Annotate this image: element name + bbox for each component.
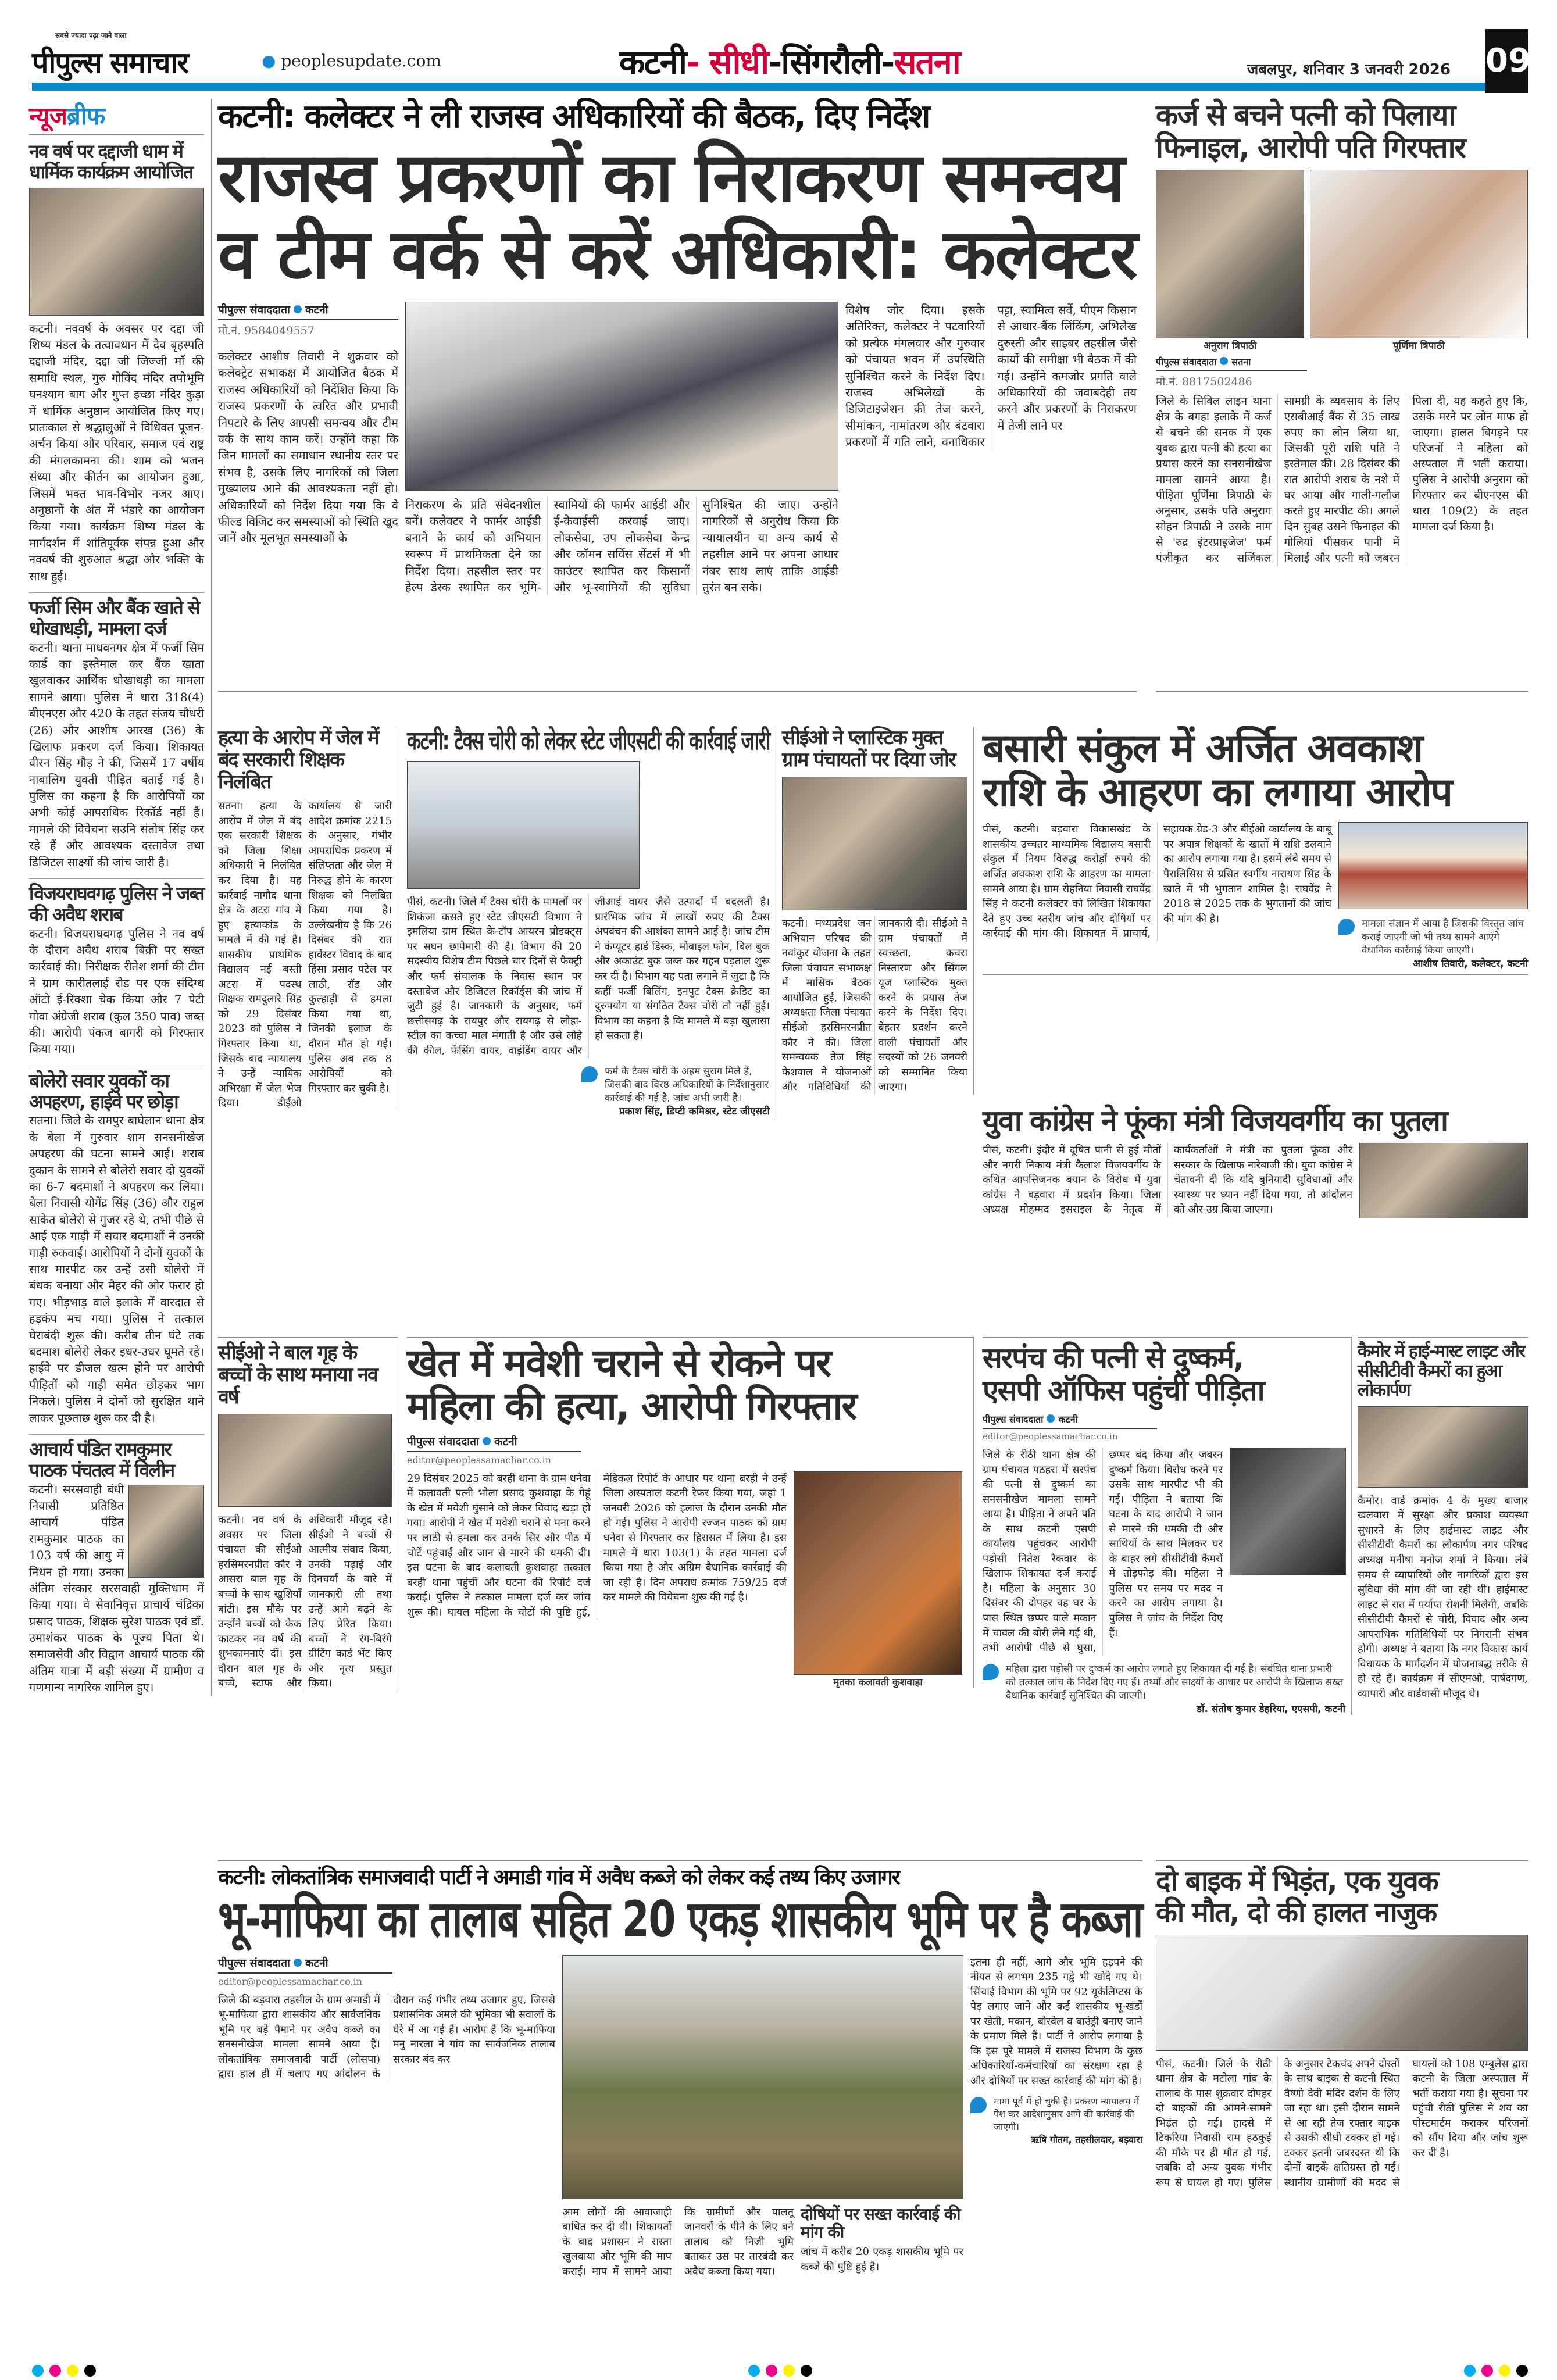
website-link[interactable]: [262, 51, 441, 70]
sarpanch-text: जिले के रीठी थाना क्षेत्र की ग्राम पंचायत पठहरा में सरपंच की पत्नी से दुष्कर्म का सनसनीखेज मामला सामने आया है। पीड़िता ने अपने पति के साथ कटनी एसपी कार्यालय पहुंचकर आरोपी पड़ोसी नितेश रैकवार के खिलाफ शिकायत दर्ज कराई है। महिला के अनुसार 30 दिसंबर की दोपहर वह घर के पास स्थित छप्पर वाले मकान में चावल की बोरी लेने गई थी, तभी आरोपी पीछे से घुसा, छप्पर बंद किया और जबरन दुष्कर्म किया। विरोध करने पर उसके साथ मारपीट भी की गई। पीड़िता ने बताया कि घटना के बाद आरोपी ने जान से मारने की धमकी दी और साथियों के साथ मिलकर घर के बाहर लगे सीसीटीवी कैमरों में तोड़फोड़ की। महिला ने पुलिस पर समय पर मदद न करने का आरोप लगाया है। पुलिस ने जांच के निर्देश दिए हैं।: [983, 1449, 1223, 1654]
sarpanch-quote: [983, 1661, 1345, 1715]
lead-text-mid: निराकरण के प्रति संवेदनशील बनें। कलेक्टर ने फार्मर आईडी बनाने के कार्य को अभियान स्वरूप में प्राथमिकता देने का निर्देश दिया। तहसील स्तर पर हेल्प डेस्क स्थापित कर भूमि-स्वामियों की फार्मर आईडी और ई-केवाईसी करवाई जाए। लोकसेवा, उप लोकसेवा केन्द्र और कॉमन सर्विस सेंटर्स में भी काउंटर स्थापित कर किसानों और भू-स्वामियों की सुविधा सुनिश्चित की जाए। उन्होंने नागरिकों से अनुरोध किया कि न्यायालयीन या अन्य कार्य से तहसील आने पर अपना आधार नंबर साथ लाएं ताकि आईडी तुरंत बन सके।: [405, 498, 838, 594]
land-middle: [562, 1955, 963, 2279]
byline-reporter: पीपुल्स संवाददाता: [218, 1956, 290, 1970]
lead-text-col1: कलेक्टर आशीष तिवारी ने शुक्रवार को कलेक्ट्रेट सभाकक्ष में आयोजित बैठक में राजस्व अधिकारियों को निर्देशित किया कि राजस्व प्रकरणों के त्वरित और प्रभावी निपटारे के लिए आपसी समन्वय और टीम वर्क के साथ काम करें। उन्होंने कहा कि जिन मामलों का समाधान स्थानीय स्तर पर संभव है, उसके लिए नागरिकों को जिला मुख्यालय आने की आवश्यकता नहीं हो। अधिकारियों को निर्देश दिया गया कि वे फील्ड विजिट कर समस्याओं को स्थिति खुद जानें और मूलभूत समस्याओं के: [218, 349, 398, 545]
masthead: [32, 29, 1531, 93]
sarpanch-headline-line2: एसपी ऑफिस पहुंची पीड़िता: [983, 1374, 1264, 1407]
byline-reporter: पीपुल्स संवाददाता: [407, 1435, 479, 1448]
phenyl-headline-line2: फिनाइल, आरोपी पति गिरफ्तार: [1156, 131, 1465, 165]
lead-columns: [218, 302, 1137, 595]
color-registration-marks: [32, 2365, 1528, 2378]
quote-text: मामला संज्ञान में आया है जिसकी विस्तृत जांच कराई जाएगी जो भी तथ्य सामने आएंगे वैधानिक कार्रवाई किया जाएगी।: [1338, 916, 1528, 956]
accused-photo: [1156, 170, 1304, 338]
quote-attribution: प्रकाश सिंह, डिप्टी कमिश्नर, स्टेट जीएसटी: [619, 1106, 770, 1118]
land-sub-block: [801, 2205, 963, 2275]
land-byline-block: [218, 1955, 392, 1987]
section-title: [619, 38, 1235, 84]
teacher-text: सतना। हत्या के आरोप में जेल में बंद एक सरकारी शिक्षक को जिला शिक्षा अधिकारी ने निलंबित कर दिया है। यह कार्रवाई नागौद थाना क्षेत्र के अटरा गांव में हुए हत्याकांड के मामले में की गई है। शासकीय प्राथमिक विद्यालय नई बस्ती अटरा में पदस्थ शिक्षक रामदुलारे सिंह को 29 दिसंबर 2023 को पुलिस ने गिरफ्तार किया था, जिसके बाद न्यायालय ने उन्हें न्यायिक अभिरक्षा में जेल भेज दिया। डीईओ कार्यालय से जारी आदेश क्रमांक 2215 के अनुसार, गंभीर आपराधिक प्रकरण में संलिप्तता और जेल में निरुद्ध होने के कारण शिक्षक को निलंबित किया गया है। उल्लेखनीय है कि 26 दिसंबर की रात हार्वेस्टर विवाद के बाद हिंसा प्रसाद पटेल पर लाठी, रॉड और कुल्हाड़ी से हमला किया गया था, जिनकी इलाज के दौरान मौत हो गई। पुलिस अब तक 8 आरोपियों को गिरफ्तार कर चुकी है।: [218, 800, 392, 1110]
brief-label-news: न्यूज: [29, 102, 67, 130]
congress-headline: युवा कांग्रेस ने फूंका मंत्री विजयवर्गीय का पुतला: [983, 1104, 1447, 1138]
accused-photo-block: [1156, 170, 1304, 352]
inauguration-photo: [1358, 1406, 1528, 1488]
brief-headline: विजयराघवगढ़ पुलिस ने जब्त की अवैध शराब: [29, 882, 204, 925]
quote-attribution: ऋषि गौतम, तहसीलदार, बड़वारा: [1031, 2134, 1142, 2145]
section-katni: कटनी: [619, 42, 686, 82]
phenyl-byline-block: [1156, 355, 1307, 389]
bike-headline-line1: दो बाइक में भिड़ंत, एक युवक: [1156, 1865, 1438, 1897]
land-middle-columns: [562, 2205, 963, 2279]
ceo-plastic-article: [782, 727, 974, 1095]
highmast-article: [1358, 1337, 1528, 1701]
brief-text: कटनी। नववर्ष के अवसर पर दद्दा जी शिष्य मंडल के तत्वावधान में देव बृहस्पति दद्दाजी मंदिर, दद्दा जी जिज्जी माँ की समाधि स्थल, गुरु गोविंद मंदिर तपोभूमि घनश्याम बाग और गुप्त इच्छा मंदिर कुड़ा में धार्मिक अनुष्ठान आयोजित किए गए। प्रातःकाल से श्रद्धालुओं ने विधिवत पूजन-अर्चन किया और परिवार, समाज एवं राष्ट्र की मंगलकामना की। शाम को भजन संध्या और कीर्तन का आयोजन हुआ, जिसमें भक्त भाव-विभोर नजर आए। अनुष्ठानों के अंत में भंडारे का आयोजन किया गया। कार्यक्रम शिष्य मंडल के मार्गदर्शन में शांतिपूर्वक संपन्न हुआ और नववर्ष की शुरुआत श्रद्धा और भक्ति के साथ हुई।: [29, 321, 204, 583]
lead-article: [218, 99, 1137, 692]
school-photo: [1338, 822, 1528, 909]
dot-icon: [294, 1959, 302, 1967]
byline-city: सतना: [1231, 356, 1251, 367]
congress-article: [983, 1105, 1528, 1218]
dot-icon: [1220, 357, 1228, 365]
brief-item: [29, 878, 204, 1057]
quote-text: महिला द्वारा पड़ोसी पर दुष्कर्म का आरोप लगाते हुए शिकायत दी गई है। संबंधित थाना प्रभारी को तत्काल जांच के निर्देश दिए गए हैं। तथ्यों और साक्ष्यों के आधार पर आरोपी के खिलाफ सख्त वैधानिक कार्रवाई सुनिश्चित की जाएगी।: [983, 1661, 1345, 1702]
teacher-article: [218, 727, 398, 1111]
land-text-left: जिले की बड़वारा तहसील के ग्राम अमाडी में भू-माफिया द्वारा शासकीय और सार्वजनिक भूमि पर बड़े पैमाने पर अवैध कब्जे का सनसनीखेज मामला सामने आया है। लोकतांत्रिक समाजवादी पार्टी (लोसपा) द्वारा हाल ही में चलाए गए आंदोलन के दौरान कई गंभीर तथ्य उजागर हुए, जिससे प्रशासनिक अमले की भूमिका भी सवालों के घेरे में आ गई है। आरोप है कि भू-माफिया मनु नारला ने गांव का सार्वजनिक तालाब सरकार बंद कर: [218, 1993, 555, 2081]
meeting-photo: [782, 777, 967, 910]
lead-headline-line1: राजस्व प्रकरणों का निराकरण समन्वय: [218, 137, 1124, 217]
lead-kicker: कटनी: कलेक्टर ने ली राजस्व अधिकारियों की बैठक, दिए निर्देश: [218, 98, 930, 135]
balgrih-article: [218, 1337, 398, 1691]
teacher-headline: हत्या के आरोप में जेल में बंद सरकारी शिक्षक निलंबित: [218, 726, 378, 794]
brief-item: [29, 592, 204, 870]
sarpanch-byline-block: [983, 1413, 1157, 1442]
brief-headline: बोलेरो सवार युवकों का अपहरण, हाईवे पर छोड़ा: [29, 1069, 178, 1113]
brief-headline: आचार्य पंडित रामकुमार पाठक पंचतत्व में विलीन: [29, 1438, 174, 1481]
lead-byline-block: [218, 302, 398, 546]
land-text-right: इतना ही नहीं, आगे और भूमि हड़पने की नीयत से लगभग 235 गड्ढे भी खोदे गए थे। सिंचाई विभाग की भूमि पर 92 यूकेलिप्टस के पेड़ लगाए जाने और कई शासकीय भू-खंडों पर खेती, मकान, बोरवेल व बाउंड्री बनाए जाने के प्रमाण मिले हैं। पार्टी ने आरोप लगाया है कि इस पूरे मामले में राजस्व विभाग के कुछ अधिकारियों-कर्मचारियों का संरक्षण रहा है और दोषियों पर सख्त कार्रवाई की मांग की है।: [970, 1956, 1142, 2087]
victim-photo: [794, 1471, 962, 1675]
victim-photo: [1310, 170, 1528, 338]
congress-text: पीसं, कटनी। इंदौर में दूषित पानी से हुई मौतों और नगरी निकाय मंत्री कैलाश विजयवर्गीय के कथित आपत्तिजनक बयान के विरोध में युवा कांग्रेस ने बड़वारा में प्रदर्शन किया। जिला अध्यक्ष मोहम्मद इसराइल के नेतृत्व में कार्यकर्ताओं ने मंत्री का पुतला फूंका और सरकार के खिलाफ नारेबाजी की। युवा कांग्रेस ने चेतावनी दी कि यदि बुनियादी सुविधाओं और स्वास्थ्य पर ध्यान नहीं दिया गया, तो आंदोलन को और उग्र किया जाएगा।: [983, 1144, 1352, 1216]
gst-article: [407, 727, 776, 1117]
land-quote: [970, 2095, 1142, 2146]
gst-photo: [407, 761, 640, 889]
basari-headline-line1: बसारी संकुल में अर्जित अवकाश: [983, 726, 1423, 771]
land-subheading: दोषियों पर सख्त कार्रवाई की मांग की: [801, 2204, 960, 2242]
logo[interactable]: पीपुल्स समाचार: [32, 46, 188, 80]
murder-byline-block: [407, 1434, 581, 1466]
brief-label-brief: ब्रीफ: [66, 102, 105, 130]
victim-photo-block: [1310, 170, 1528, 352]
byline: [218, 1955, 392, 1974]
murder-columns: [407, 1471, 967, 1688]
land-sub-text: जांच में करीब 20 एकड़ शासकीय भूमि पर कब्जे की पुष्टि हुई है।: [801, 2246, 963, 2273]
congress-columns: [983, 1143, 1528, 1218]
registration-dots-right: [1464, 2365, 1528, 2378]
basari-columns: [983, 822, 1528, 970]
byline-reporter: पीपुल्स संवाददाता: [1156, 356, 1217, 367]
balgrih-headline: सीईओ ने बाल गृह के बच्चों के साथ मनाया नव वर्ष: [218, 1341, 377, 1409]
lead-text-right: विशेष जोर दिया। इसके अतिरिक्त, कलेक्टर ने पटवारियों को प्रत्येक मंगलवार और गुरुवार को पंचायत भवन में उपस्थिति सुनिश्चित करने के निर्देश दिए। राजस्व अभिलेखों के डिजिटाइजेशन की तेज करने, सीमांकन, नामांतरण और बंटवारा प्रकरणों में गति लाने, वनाधिकार पट्टा, स्वामित्व सर्वे, पीएम किसान से आधार-बैंक लिंकिंग, अभिलेख दुरुस्ती और साइबर तहसील जैसे कार्यों की समीक्षा भी बैठक में की गई। उन्होंने कमजोर प्रगति वाले अधिकारियों की जवाबदेही तय करने और प्रकरणों के निराकरण में तेजी लाने पर: [845, 303, 1137, 449]
phenyl-text: जिले के सिविल लाइन थाना क्षेत्र के बगहा इलाके में कर्ज से बचने की सनक में एक युवक द्वारा पत्नी की हत्या का प्रयास करने का सनसनीखेज मामला सामने आया है। पीड़िता पूर्णिमा त्रिपाठी के अनुसार, उसके पति अनुराग सोहन त्रिपाठी ने उसके नाम से 'रुद्र इंटरप्राइजेज' फर्म पंजीकृत कर सर्जिकल सामग्री के व्यवसाय के लिए एसबीआई बैंक से 35 लाख रुपए का लोन लिया था, जिसकी पूरी राशि पति ने इस्तेमाल की। 28 दिसंबर की रात आरोपी शराब के नशे में घर आया और गाली-गलौज करते हुए मारपीट की। अगले दिन सुबह उसने फिनाइल की गोलियां पीसकर पानी में मिलाईं और पत्नी को जबरन पिला दी, यह कहते हुए कि, उसके मरने पर लोन माफ हो जाएगा। हालत बिगड़ने पर परिजनों ने महिला को अस्पताल में भर्ती कराया। पुलिस ने आरोपी अनुराग को गिरफ्तार कर बीएनएस की धारा 109(2) के तहत मामला दर्ज किया है।: [1156, 395, 1528, 564]
lead-headline-line2: व टीम वर्क से करें अधिकारी: कलेक्टर: [218, 213, 1137, 294]
reporter-mobile: मो.नं. 8817502486: [1156, 376, 1252, 388]
victim-caption: पूर्णिमा त्रिपाठी: [1393, 340, 1445, 352]
section-sidhi: - सीधी: [686, 42, 769, 82]
lead-middle: [405, 302, 838, 595]
ambulance-photo: [1156, 1935, 1528, 2051]
gst-headline: कटनी: टैक्स चोरी को लेकर स्टेट जीएसटी की कार्रवाई जारी: [407, 726, 770, 756]
basari-headline-line2: राशि के आहरण का लगाया आरोप: [983, 770, 1452, 816]
basari-quote: [1338, 916, 1528, 970]
murder-article: [407, 1337, 974, 1688]
registration-dots-center: [748, 2365, 812, 2378]
brief-label: [29, 99, 204, 135]
reporter-email[interactable]: editor@peoplessamachar.co.in: [407, 1454, 551, 1466]
sarpanch-headline-line1: सरपंच की पत्नी से दुष्कर्म,: [983, 1341, 1244, 1375]
brief-text: कटनी। सरसवाही बंधी निवासी प्रतिष्ठित आचार्य पंडित रामकुमार पाठक का 103 वर्ष की आयु में निधन हो गया। उनका अंतिम संस्कार सरसवाही मुक्तिधाम में किया गया। वे सेवानिवृत्त प्राचार्य चंद्रिका प्रसाद पाठक, शिक्षक सुरेश पाठक एवं डॉ. उमाशंकर पाठक के पूज्य पिता थे। समाजसेवी और विद्वान आचार्य पाठक की अंतिम यात्रा में बड़ी संख्या में ग्रामीण व गणमान्य नागरिक शामिल हुए।: [29, 1482, 204, 1695]
byline: [218, 302, 398, 320]
byline-city: कटनी: [305, 303, 328, 317]
land-left: [218, 1955, 555, 2082]
accused-caption: अनुराग त्रिपाठी: [1203, 340, 1257, 352]
quote-text: फर्म के टैक्स चोरी के अहम सुराग मिले हैं, जिसकी बाद विरष्ठ अधिकारियों के निर्देशानुसार कार्रवाई की गई है, जांच अभी जारी है।: [581, 1064, 770, 1104]
byline-city: कटनी: [305, 1956, 328, 1970]
bike-headline-line2: की मौत, दो की हालत नाजुक: [1156, 1896, 1437, 1929]
basari-text: पीसं, कटनी। बड़वारा विकासखंड के शासकीय उच्चतर माध्यमिक विद्यालय बसारी संकुल में नियम विरुद्ध करोड़ों रुपये की अर्जित अवकाश राशि के आहरण का मामला सामने आया है। ग्राम रोहनिया निवासी राघवेंद्र सिंह ने कटनी कलेक्टर को लिखित शिकायत देते हुए उच्च स्तरीय जांच और दोषियों पर कार्रवाई की मांग की। शिकायत में प्राचार्य, सहायक ग्रेड-3 और बीईओ कार्यालय के बाबू पर अपात्र शिक्षकों के खातों में राशि डलवाने का आरोप लगाया गया है। इसमें लंबे समय से पैरालिसिस से ग्रसित स्वर्गीय नारायण सिंह के खाते में भी भुगतान शामिल है। राघवेंद्र ने 2018 से 2025 तक के भुगतानों की जांच की मांग की है।: [983, 823, 1331, 940]
brief-item: [29, 1066, 204, 1426]
byline-city: कटनी: [494, 1435, 517, 1448]
brief-text: सतना। जिले के रामपुर बाघेलान थाना क्षेत्र के बेला में गुरुवार शाम सनसनीखेज अपहरण की घटना सामने आई। शराब दुकान के सामने से बोलेरो सवार दो युवकों का 6-7 बदमाशों ने अपहरण कर लिया। बेला निवासी योगेंद्र सिंह (36) और राहुल साकेत बोलेरो से गुजर रहे थे, तभी पीछे से आई एक गाड़ी में सवार बदमाशों ने उनकी गाड़ी रुकवाई। आरोपियों ने दोनों युवकों के साथ मारपीट कर उन्हें उसी बोलेरो में बंधक बनाया और मैहर की ओर फरार हो गए। भीड़भाड़ वाले इलाके में वारदात से हड़कंप मच गया। पुलिस ने तत्काल घेराबंदी शुरू की। करीब तीन घंटे तक बदमाश बोलेरो लेकर इधर-उधर घूमते रहे। हाईवे पर डीजल खत्म होने पर आरोपी पीड़ितों को गाड़ी समेत छोड़कर भाग निकले। पुलिस ने दोनों को सुरक्षित थाने लाकर पूछताछ शुरू कर दी है।: [29, 1113, 204, 1425]
location-pin-icon: ●: [262, 51, 276, 70]
bike-text: पीसं, कटनी। जिले के रीठी थाना क्षेत्र के मटोला गांव के तालाब के पास शुक्रवार दोपहर दो बाइकों की आमने-सामने भिड़ंत हो गई। हादसे में टिकरिया निवासी राम हठकुई की मौके पर ही मौत हो गई, जबकि दो अन्य युवक गंभीर रूप से घायल हो गए। पुलिस के अनुसार टेकचंद अपने दोस्तों के साथ बाइक से कटनी स्थित वैष्णो देवी मंदिर दर्शन के लिए जा रहा था। इसी दौरान सामने से आ रही तेज रफ्तार बाइक से उसकी सीधी टक्कर हो गई। टक्कर इतनी जबरदस्त थी कि दोनों बाइकें क्षतिग्रस्त हो गईं। स्थानीय ग्रामीणों की मदद से घायलों को 108 एम्बुलेंस द्वारा कटनी के जिला अस्पताल में भर्ती कराया गया है। सूचना पर पहुंची रीठी पुलिस ने शव का पोस्टमार्टम कराकर परिजनों को सौंप दिया और जांच शुरू कर दी है।: [1156, 2057, 1528, 2189]
header-bar: [32, 83, 1485, 91]
quote-attribution: आशीष तिवारी, कलेक्टर, कटनी: [1413, 958, 1528, 970]
reporter-email[interactable]: editor@peoplessamachar.co.in: [983, 1431, 1118, 1442]
byline: [407, 1434, 581, 1452]
murder-headline-line1: खेत में मवेशी चराने से रोकने पर: [407, 1341, 831, 1385]
land-right: [970, 1955, 1142, 2146]
land-kicker: कटनी: लोकतांत्रिक समाजवादी पार्टी ने अमाडी गांव में अवैध कब्जे को लेकर कई तथ्य किए उजागर: [218, 1866, 899, 1889]
reporter-email[interactable]: editor@peoplessamachar.co.in: [218, 1975, 362, 1987]
sarpanch-article: [983, 1337, 1352, 1715]
byline-reporter: पीपुल्स संवाददाता: [983, 1414, 1044, 1425]
byline: [1156, 355, 1307, 371]
victim-caption: मृतका कलावती कुशवाहा: [833, 1676, 923, 1688]
murder-headline-line2: महिला की हत्या, आरोपी गिरफ्तार: [407, 1383, 856, 1428]
protest-photo: [1359, 1143, 1528, 1218]
section-satna: सतना: [894, 42, 960, 82]
brief-text: कटनी। विजयराघवगढ़ पुलिस ने नव वर्ष के दौरान अवैध शराब बिक्री पर सख्त कार्रवाई की। निरीक्षक रीतेश शर्मा की टीम ने ग्राम कारीतलाई रोड पर एक संदिग्ध ऑटो ई-रिक्शा चेक किया और 7 पेटी गोवा अंग्रेजी शराब (कुल 350 पाव) जब्त की। आरोपी पंकज बागरी को गिरफ्तार किया गया।: [29, 926, 204, 1056]
victim-photo: [1230, 1448, 1346, 1575]
brief-text: कटनी। थाना माधवनगर क्षेत्र में फर्जी सिम कार्ड का इस्तेमाल कर बैंक खाता खुलवाकर आर्थिक धोखाधड़ी का मामला सामने आया। पुलिस ने धारा 318(4) बीएनएस और 420 के तहत संजय चौधरी (26) और आशीष आरख (36) के खिलाफ प्रकरण दर्ज किया। शिकायत वीरन सिंह गौड़ ने की, जिसमें 17 वर्षीय नाबालिग युवती पीड़ित बताई गई है। पुलिस का कहना है कि आरोपियों का अभी कोई आपराधिक रिकॉर्ड नहीं है। मामले की विवेचना सउनि संतोष सिंह कर रहे हैं और आवश्यक दस्तावेज तथा डिजिटल साक्ष्यों की जांच जारी है।: [29, 640, 204, 869]
news-brief-column: [29, 99, 212, 1696]
byline-reporter: पीपुल्स संवाददाता: [218, 303, 290, 317]
issue-date: जबलपुर, शनिवार 3 जनवरी 2026: [1247, 61, 1451, 78]
phenyl-article: [1156, 99, 1528, 692]
phenyl-photos: [1156, 170, 1528, 352]
section-singrauli: -सिंगरौली-: [768, 42, 894, 82]
gst-text: पीसं, कटनी। जिले में टैक्स चोरी के मामलों पर शिकंजा कसते हुए स्टेट जीएसटी विभाग ने इमलिया ग्राम स्थित के-टॉप आयरन प्रोडक्ट्स पर सघन छापेमारी की है। विभाग की 20 सदस्यीय विशेष टीम पिछले चार दिनों से फैक्ट्री और फर्म संचालक के निवास स्थान पर दस्तावेज और डिजिटल रिकॉर्ड्स की जांच में जुटी हुई है। जानकारी के अनुसार, फर्म छत्तीसगढ़ के रायपुर और रायगढ़ से लोहा-स्टील का कच्चा माल मंगाती है और उसे लोहे की कील, फेंसिंग वायर, वाइंडिंग वायर और जीआई वायर जैसे उत्पादों में बदलती है। प्रारंभिक जांच में लाखों रुपए की टैक्स अपवंचन की आशंका सामने आई है। जांच टीम ने कंप्यूटर हार्ड डिस्क, मोबाइल फोन, बिल बुक और अकाउंट बुक जब्त कर गहन पड़ताल शुरू कर दी है। विभाग यह पता लगाने में जुटा है कि कहीं फर्जी बिलिंग, इनपुट टैक्स क्रेडिट का दुरुपयोग या संगठित टैक्स चोरी तो नहीं हुई। विभाग का कहना है कि मामले में बड़ा खुलासा हो सकता है।: [407, 896, 770, 1057]
phenyl-headline-line1: कर्ज से बचने पत्नी को पिलाया: [1156, 98, 1455, 132]
balgrih-text: कटनी। नव वर्ष के अवसर पर जिला पंचायत की सीईओ हरसिमरनप्रीत कौर ने आसरा बाल गृह के बच्चों के साथ खुशियाँ बांटी। इस मौके पर उन्होंने बच्चों को केक काटकर नव वर्ष की शुभकामनाएं दीं। इस दौरान बाल गृह के बच्चे, स्टाफ और अधिकारी मौजूद रहे। सीईओ ने बच्चों से आत्मीय संवाद किया, उनकी पढ़ाई और दिनचर्या के बारे में जानकारी ली तथा उन्हें आगे बढ़ने के लिए प्रेरित किया। बच्चों ने रंग-बिरंगे ग्रीटिंग कार्ड भेंट किए और नृत्य प्रस्तुत किया।: [218, 1514, 392, 1690]
land-text-mid: आम लोगों की आवाजाही बाधित कर दी थी। शिकायतों के बाद प्रशासन ने रास्ता खुलवाया और भूमि की माप कराई। माप में सामने आया कि ग्रामीणों और पालतू जानवरों के पीने के लिए बने तालाब को निजी भूमि बताकर उस पर तारबंदी कर अवैध कब्जा किया गया।: [562, 2206, 794, 2278]
byline-city: कटनी: [1058, 1414, 1078, 1425]
children-photo: [218, 1414, 392, 1507]
reporter-mobile: मो.नं. 9584049557: [218, 324, 315, 338]
land-article: [218, 1860, 1142, 2279]
page-number: 09: [1485, 29, 1528, 93]
website-text: peoplesupdate.com: [281, 51, 441, 70]
land-headline: भू-माफिया का तालाब सहित 20 एकड़ शासकीय भूमि पर है कब्जा: [218, 1891, 1142, 1949]
dot-icon: [1047, 1414, 1055, 1423]
land-columns: [218, 1955, 1142, 2279]
byline: [983, 1413, 1157, 1429]
pond-photo: [562, 1955, 963, 2199]
ceo-plastic-text: कटनी। मध्यप्रदेश जन अभियान परिषद की नवांकुर योजना के तहत जिला पंचायत सभाकक्ष में मासिक बैठक आयोजित हुई, जिसकी अध्यक्षता जिला पंचायत सीईओ हरसिमरनप्रीत कौर ने की। जिला समन्वयक तेज सिंह केशवाल ने योजनाओं और गतिविधियों की जानकारी दी। सीईओ ने ग्राम पंचायतों में स्वच्छता, कचरा निस्तारण और सिंगल यूज प्लास्टिक मुक्त करने के प्रयास तेज करने के निर्देश दिए। बेहतर प्रदर्शन करने वाली पंचायतों और सदस्यों को 26 जनवरी को सम्मानित किया जाएगा।: [782, 917, 967, 1093]
lead-photo: [405, 302, 838, 491]
quote-attribution: डॉ. संतोष कुमार डेहरिया, एएसपी, कटनी: [1196, 1703, 1345, 1715]
dot-icon: [294, 305, 302, 313]
bike-article: [1156, 1860, 1528, 2190]
sarpanch-columns: [983, 1448, 1345, 1656]
brief-headline: फर्जी सिम और बैंक खाते से धोखाधड़ी, मामला दर्ज: [29, 596, 199, 639]
basari-article: [983, 727, 1528, 975]
basari-side: [1338, 822, 1528, 970]
dot-icon: [483, 1437, 491, 1445]
brief-photo: [29, 188, 204, 316]
logo-tagline: सबसे ज्यादा पढ़ा जाने वाला: [55, 31, 127, 40]
brief-item: [29, 1434, 204, 1696]
quote-text: मामा पूर्व में हो चुकी है। प्रकरण न्यायालय में पेश कर आदेशानुसार आगे की कार्रवाई की जाएगी।: [970, 2095, 1142, 2133]
brief-item: [29, 141, 204, 584]
victim-photo-block: [794, 1471, 962, 1688]
obituary-photo: [128, 1485, 204, 1578]
gst-quote: [581, 1064, 770, 1117]
highmast-text: कैमोर। वार्ड क्रमांक 4 के मुख्य बाजार खलवारा में सुरक्षा और प्रकाश व्यवस्था सुधारने के लिए हाईमास्ट लाइट और सीसीटीवी कैमरों का लोकार्पण नगर परिषद अध्यक्ष मनीषा मनोज शर्मा ने किया। लंबे समय से व्यापारियों और नागरिकों द्वारा इस सुविधा की मांग की जा रही थी। हाईमास्ट लाइट से रात में पर्याप्त रोशनी मिलेगी, जबकि सीसीटीवी कैमरों से चोरी, विवाद और अन्य आपराधिक गतिविधियों पर निगरानी संभव होगी। अध्यक्ष ने बताया कि नगर विकास कार्य विधायक के मार्गदर्शन में योजनाबद्ध तरीके से हो रहे हैं। कार्यक्रम में सीएमओ, पार्षदगण, व्यापारी और वार्डवासी मौजूद थे।: [1358, 1494, 1528, 1700]
ceo-plastic-headline: सीईओ ने प्लास्टिक मुक्त ग्राम पंचायतों पर दिया जोर: [782, 726, 955, 772]
brief-headline: नव वर्ष पर दद्दाजी धाम में धार्मिक कार्यक्रम आयोजित: [29, 140, 193, 183]
registration-dots-left: [32, 2365, 96, 2378]
murder-text: 29 दिसंबर 2025 को बरही थाना के ग्राम धनेवा में कलावती पत्नी भोला प्रसाद कुशवाहा के गेहूं के खेत में मवेशी घुसाने को लेकर विवाद खड़ा हो गया। आरोपी ने खेत में मवेशी चराने से मना करने पर लाठी से हमला कर उनके सिर और पीठ में चोटें पहुंचाईं और जान से मारने की धमकी दी। इस घटना के बाद कलावती कुशवाहा तत्काल बरही थाना पहुंचीं और घटना की रिपोर्ट दर्ज कराई। पुलिस ने तत्काल मामला दर्ज कर जांच शुरू की। घायल महिला के चोटों की पुष्टि हुई, मेडिकल रिपोर्ट के आधार पर थाना बरही ने उन्हें जिला अस्पताल कटनी रेफर किया गया, जहां 1 जनवरी 2026 को इलाज के दौरान उनकी मौत हो गई। पुलिस ने आरोपी रज्जन पाठक को ग्राम धनेवा से गिरफ्तार कर हिरासत में लिया है। इस मामले में धारा 103(1) के तहत मामला दर्ज किया गया है और अग्रिम वैधानिक कार्रवाई की जा रही है। दिन अपराध क्रमांक 759/25 दर्ज कर मामले की विवेचना शुरू की गई है।: [407, 1472, 787, 1618]
highmast-headline: कैमोर में हाई-मास्ट लाइट और सीसीटीवी कैमरों का हुआ लोकार्पण: [1358, 1341, 1525, 1401]
